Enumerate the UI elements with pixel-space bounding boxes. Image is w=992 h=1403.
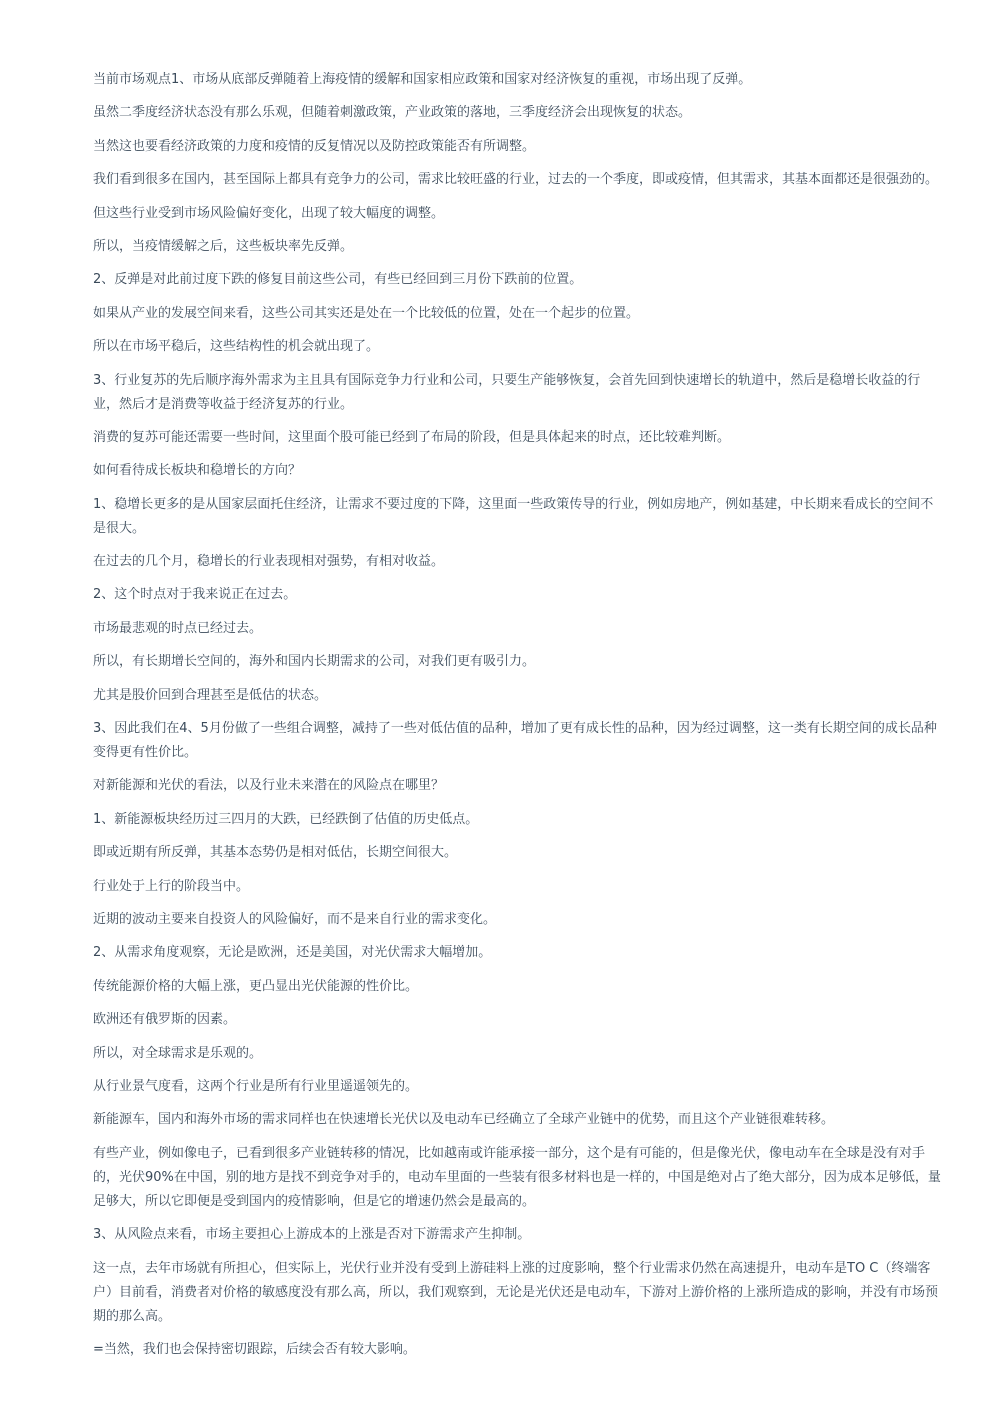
paragraph: 3、行业复苏的先后顺序海外需求为主且具有国际竞争力行业和公司，只要生产能够恢复，会首先回到快速增长的轨道中，然后是稳增长收益的行业，然后才是消费等收益于经济复苏的行业。 bbox=[93, 372, 921, 412]
section-question: 对新能源和光伏的看法，以及行业未来潜在的风险点在哪里？ bbox=[93, 778, 445, 794]
section-question: 如何看待成长板块和稳增长的方向？ bbox=[93, 463, 302, 479]
paragraph: 虽然二季度经济状态没有那么乐观，但随着刺激政策，产业政策的落地，三季度经济会出现恢复的状态。 bbox=[93, 105, 692, 121]
paragraph: 从行业景气度看，这两个行业是所有行业里遥遥领先的。 bbox=[93, 1078, 419, 1094]
paragraph: 传统能源价格的大幅上涨，更凸显出光伏能源的性价比。 bbox=[93, 978, 419, 994]
article-body bbox=[93, 68, 943, 1371]
paragraph: 所以，有长期增长空间的，海外和国内长期需求的公司，对我们更有吸引力。 bbox=[93, 654, 536, 670]
paragraph: 当前市场观点1、市场从底部反弹随着上海疫情的缓解和国家相应政策和国家对经济恢复的重视，市场出现了反弹。 bbox=[93, 72, 752, 87]
paragraph: 我们看到很多在国内，甚至国际上都具有竞争力的公司，需求比较旺盛的行业，过去的一个季度，即或疫情，但其需求，其基本面都还是很强劲的。 bbox=[93, 172, 939, 188]
paragraph: 2、这个时点对于我来说正在过去。 bbox=[93, 587, 297, 603]
paragraph: 尤其是股价回到合理甚至是低估的状态。 bbox=[93, 687, 328, 703]
paragraph: 1、新能源板块经历过三四月的大跌，已经跌倒了估值的历史低点。 bbox=[93, 811, 479, 827]
paragraph: 新能源车，国内和海外市场的需求同样也在快速增长光伏以及电动车已经确立了全球产业链中的优势，而且这个产业链很难转移。 bbox=[93, 1112, 835, 1128]
paragraph: 近期的波动主要来自投资人的风险偏好，而不是来自行业的需求变化。 bbox=[93, 911, 497, 927]
paragraph: 消费的复苏可能还需要一些时间，这里面个股可能已经到了布局的阶段，但是具体起来的时点，还比较难判断。 bbox=[93, 429, 731, 445]
paragraph: 2、反弹是对此前过度下跌的修复目前这些公司，有些已经回到三月份下跌前的位置。 bbox=[93, 272, 583, 288]
paragraph: 但这些行业受到市场风险偏好变化，出现了较大幅度的调整。 bbox=[93, 205, 445, 221]
paragraph: 这一点，去年市场就有所担心，但实际上，光伏行业并没有受到上游硅料上涨的过度影响，整个行业需求仍然在高速提升，电动车是TO C（终端客户）目前看，消费者对价格的敏感度没有那么高，所以，我们观察到，无论是光伏还是电动车，下游对上游价格的上涨所造成的影响，并没有市场预期的那么高。 bbox=[93, 1260, 939, 1324]
paragraph: 所以，当疫情缓解之后，这些板块率先反弹。 bbox=[93, 238, 354, 254]
paragraph: 当然这也要看经济政策的力度和疫情的反复情况以及防控政策能否有所调整。 bbox=[93, 138, 536, 154]
paragraph: 行业处于上行的阶段当中。 bbox=[93, 878, 250, 894]
paragraph: 市场最悲观的时点已经过去。 bbox=[93, 620, 263, 636]
paragraph: 2、从需求角度观察，无论是欧洲，还是美国，对光伏需求大幅增加。 bbox=[93, 945, 492, 961]
paragraph: 在过去的几个月，稳增长的行业表现相对强势，有相对收益。 bbox=[93, 554, 445, 570]
paragraph: 欧洲还有俄罗斯的因素。 bbox=[93, 1012, 237, 1028]
paragraph: 如果从产业的发展空间来看，这些公司其实还是处在一个比较低的位置，处在一个起步的位置。 bbox=[93, 305, 640, 321]
paragraph: 所以，对全球需求是乐观的。 bbox=[93, 1045, 263, 1061]
paragraph: 即或近期有所反弹，其基本态势仍是相对低估，长期空间很大。 bbox=[93, 845, 458, 861]
paragraph: 1、稳增长更多的是从国家层面托住经济，让需求不要过度的下降，这里面一些政策传导的行业，例如房地产，例如基建，中长期来看成长的空间不是很大。 bbox=[93, 496, 934, 536]
paragraph: =当然，我们也会保持密切跟踪，后续会否有较大影响。 bbox=[93, 1341, 416, 1357]
paragraph: 有些产业，例如像电子，已看到很多产业链转移的情况，比如越南或许能承接一部分，这个是有可能的，但是像光伏，像电动车在全球是没有对手的，光伏90%在中国，别的地方是找不到竞争对手的，电动车里面的一些装有很多材料也是一样的，中国是绝对占了绝大部分，因为成本足够低，量足够大，所以它即便是受到国内的疫情影响，但是它的增速仍然会是最高的。 bbox=[93, 1145, 941, 1209]
paragraph: 3、因此我们在4、5月份做了一些组合调整，减持了一些对低估值的品种，增加了更有成长性的品种，因为经过调整，这一类有长期空间的成长品种变得更有性价比。 bbox=[93, 721, 937, 761]
paragraph: 所以在市场平稳后，这些结构性的机会就出现了。 bbox=[93, 339, 380, 355]
paragraph: 3、从风险点来看，市场主要担心上游成本的上涨是否对下游需求产生抑制。 bbox=[93, 1227, 531, 1243]
